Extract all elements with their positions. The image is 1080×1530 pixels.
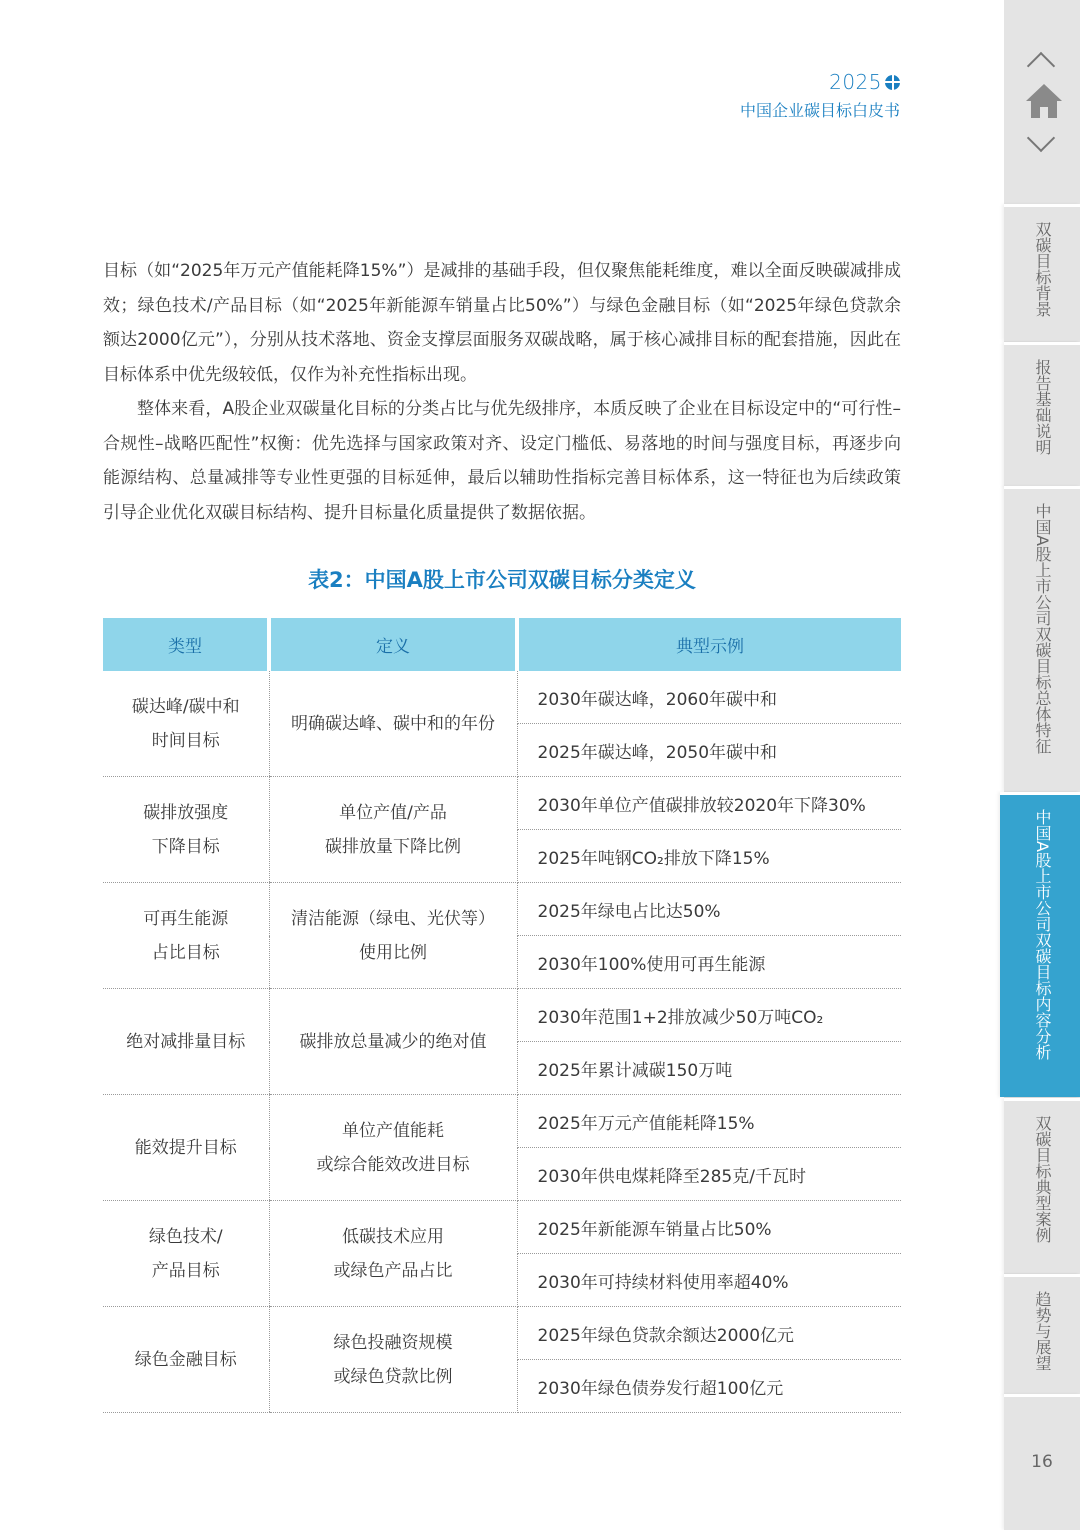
type-line: 绿色金融目标 [134, 1349, 237, 1370]
definition-line: 明确碳达峰、碳中和的年份 [291, 713, 495, 734]
globe-icon [885, 75, 900, 90]
cell-example: 2025年新能源车销量占比50% [517, 1201, 901, 1254]
cell-definition [269, 1095, 517, 1201]
cell-definition [269, 1201, 517, 1307]
type-line: 可再生能源 [143, 908, 229, 929]
definition-line: 碳排放总量减少的绝对值 [299, 1031, 487, 1052]
cell-example: 2025年万元产值能耗降15% [517, 1095, 901, 1148]
classification-table [103, 618, 901, 1413]
definition-line: 绿色投融资规模 [333, 1332, 453, 1353]
cell-type [103, 1095, 269, 1201]
nav-controls [1004, 0, 1080, 200]
type-line: 占比目标 [151, 942, 220, 963]
cell-example: 2030年100%使用可再生能源 [517, 936, 901, 989]
type-line: 绝对减排量目标 [126, 1031, 246, 1052]
type-line: 产品目标 [151, 1260, 220, 1281]
table-title: 表2：中国A股上市公司双碳目标分类定义 [308, 568, 696, 592]
chevron-up-icon[interactable] [1027, 52, 1055, 80]
cell-type [103, 671, 269, 777]
type-line: 碳排放强度 [143, 802, 229, 823]
cell-example: 2030年供电煤耗降至285克/千瓦时 [517, 1148, 901, 1201]
cell-example: 2025年绿电占比达50% [517, 883, 901, 936]
cell-definition [269, 777, 517, 883]
table-row [103, 777, 901, 830]
definition-line: 或绿色贷款比例 [333, 1366, 453, 1387]
document-header [740, 70, 900, 121]
table-header-example: 典型示例 [517, 618, 901, 671]
cell-example: 2030年可持续材料使用率超40% [517, 1254, 901, 1307]
cell-type [103, 989, 269, 1095]
table-row [103, 1307, 901, 1360]
tab-content-analysis[interactable] [1000, 792, 1080, 1097]
cell-example: 2025年碳达峰，2050年碳中和 [517, 724, 901, 777]
tab-label: 双碳目标典型案例 [1033, 1115, 1052, 1243]
home-icon[interactable] [1024, 82, 1064, 122]
cell-definition [269, 883, 517, 989]
cell-definition [269, 989, 517, 1095]
body-text [103, 254, 901, 530]
definition-line: 单位产值/产品 [339, 802, 447, 823]
table-header-definition: 定义 [269, 618, 517, 671]
table-header-type: 类型 [103, 618, 269, 671]
cell-example: 2030年单位产值碳排放较2020年下降30% [517, 777, 901, 830]
table-row [103, 671, 901, 724]
tab-report-basics[interactable] [1004, 342, 1080, 487]
definition-line: 低碳技术应用 [342, 1226, 444, 1247]
tab-background[interactable] [1004, 204, 1080, 341]
paragraph-1: 目标（如“2025年万元产值能耗降15%”）是减排的基础手段，但仅聚焦能耗维度，难以全面反映碳减排成效；绿色技术/产品目标（如“2025年新能源车销量占比50%”）与绿色金融目标（如“2025年绿色贷款余额达2000亿元”），分别从技术落地、资金支撑层面服务双碳战略，属于核心减排目标的配套措施，因此在目标体系中优先级较低，仅作为补充性指标出现。 [103, 261, 901, 385]
definition-line: 或综合能效改进目标 [316, 1154, 470, 1175]
tab-label: 双碳目标背景 [1033, 221, 1052, 317]
document-subtitle: 中国企业碳目标白皮书 [739, 101, 900, 120]
definition-line: 或绿色产品占比 [333, 1260, 453, 1281]
cell-type [103, 1201, 269, 1307]
tab-label: 趋势与展望 [1033, 1291, 1052, 1371]
tab-trends[interactable] [1004, 1274, 1080, 1395]
tab-label: 中国A股上市公司双碳目标内容分析 [1033, 809, 1052, 1060]
cell-definition [269, 671, 517, 777]
sidebar-nav [1004, 0, 1080, 1527]
table-row [103, 883, 901, 936]
cell-example: 2025年绿色贷款余额达2000亿元 [517, 1307, 901, 1360]
paragraph-2: 整体来看，A股企业双碳量化目标的分类占比与优先级排序，本质反映了企业在目标设定中的“可行性–合规性–战略匹配性”权衡：优先选择与国家政策对齐、设定门槛低、易落地的时间与强度目标，再逐步向能源结构、总量减排等专业性更强的目标延伸，最后以辅助性指标完善目标体系，这一特征也为后续政策引导企业优化双碳目标结构、提升目标量化质量提供了数据依据。 [103, 399, 901, 523]
cell-example: 2030年范围1+2排放减少50万吨CO₂ [517, 989, 901, 1042]
cell-type [103, 1307, 269, 1413]
cell-type [103, 883, 269, 989]
cell-example: 2030年绿色债券发行超100亿元 [517, 1360, 901, 1413]
table-row [103, 989, 901, 1042]
cell-example: 2025年吨钢CO₂排放下降15% [517, 830, 901, 883]
table-row [103, 1201, 901, 1254]
type-line: 碳达峰/碳中和 [131, 696, 240, 717]
definition-line: 清洁能源（绿电、光伏等） [291, 908, 495, 929]
cell-type [103, 777, 269, 883]
tab-label: 报告基础说明 [1033, 359, 1052, 455]
cell-example: 2030年碳达峰，2060年碳中和 [517, 671, 901, 724]
header-year [829, 70, 900, 94]
chevron-down-icon[interactable] [1027, 124, 1055, 152]
table-row [103, 1095, 901, 1148]
definition-line: 使用比例 [359, 942, 427, 963]
definition-line: 碳排放量下降比例 [325, 836, 461, 857]
type-line: 时间目标 [151, 730, 220, 751]
page-number: 16 [1031, 1452, 1053, 1472]
table-header-row [103, 618, 901, 671]
header-year-text: 2025 [829, 70, 882, 94]
cell-example: 2025年累计减碳150万吨 [517, 1042, 901, 1095]
tab-label: 中国A股上市公司双碳目标总体特征 [1033, 503, 1052, 754]
type-line: 绿色技术/ [148, 1226, 223, 1247]
tab-overall-features[interactable] [1004, 486, 1080, 791]
cell-definition [269, 1307, 517, 1413]
type-line: 下降目标 [151, 836, 220, 857]
type-line: 能效提升目标 [134, 1137, 237, 1158]
tab-typical-cases[interactable] [1004, 1098, 1080, 1273]
definition-line: 单位产值能耗 [342, 1120, 444, 1141]
